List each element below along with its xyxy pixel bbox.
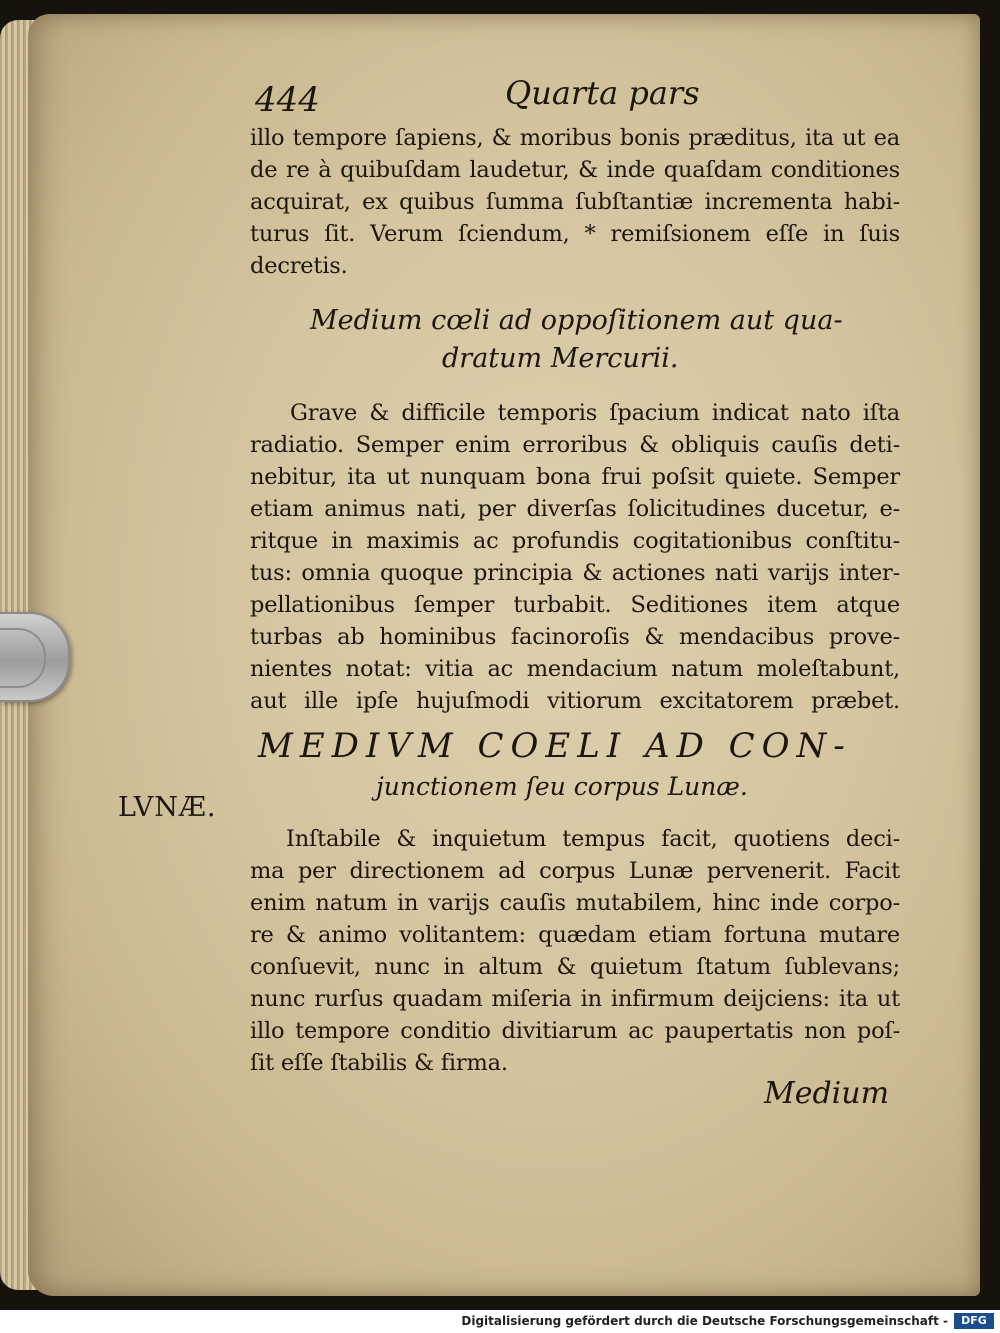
marginal-note: LVNÆ. xyxy=(118,792,217,823)
section-heading-mercury: Medium cœli ad oppoſitionem aut qua- xyxy=(310,305,843,336)
text-line: Grave & difficile temporis ſpacium indicat nato iſta xyxy=(290,400,900,426)
paper-clip-icon xyxy=(0,612,70,702)
section-heading-luna-cont: junctionem ſeu corpus Lunæ. xyxy=(376,772,748,801)
text-line: turus ſit. Verum ſciendum, * remiſsionem eſſe in ſuis xyxy=(250,221,900,247)
text-line: ma per directionem ad corpus Lunæ pervenerit. Facit xyxy=(250,858,900,884)
text-line: enim natum in varijs cauſis mutabilem, hinc inde corpo- xyxy=(250,890,900,916)
text-line: de re à quibuſdam laudetur, & inde quaſdam conditiones xyxy=(250,157,900,183)
text-line: illo tempore conditio divitiarum ac paupertatis non poſ- xyxy=(250,1018,900,1044)
text-line: tus: omnia quoque principia & actiones nati varijs inter- xyxy=(250,560,900,586)
dfg-logo-icon: DFG xyxy=(954,1313,994,1329)
text-line: re & animo volitantem: quædam etiam fortuna mutare xyxy=(250,922,900,948)
footer-bar xyxy=(0,1310,1000,1333)
text-line: radiatio. Semper enim erroribus & obliquis cauſis deti- xyxy=(250,432,900,458)
section-heading-luna: MEDIVM COELI AD CON- xyxy=(258,726,852,766)
text-line: acquirat, ex quibus ſumma ſubſtantiæ incrementa habi- xyxy=(250,189,900,215)
page-number: 444 xyxy=(255,80,320,120)
text-line: turbas ab hominibus facinoroſis & mendacibus prove- xyxy=(250,624,900,650)
running-head: Quarta pars xyxy=(505,74,700,112)
catchword: Medium xyxy=(764,1076,890,1111)
text-line: nientes notat: vitia ac mendacium natum moleſtabunt, xyxy=(250,656,900,682)
text-line: nebitur, ita ut nunquam bona frui poſsit quiete. Semper xyxy=(250,464,900,490)
text-line: conſuevit, nunc in altum & quietum ſtatum ſublevans; xyxy=(250,954,900,980)
text-line: nunc rurſus quadam miſeria in infirmum deijciens: ita ut xyxy=(250,986,900,1012)
text-line: decretis. xyxy=(250,253,348,279)
text-line: etiam animus nati, per diverſas ſolicitudines ducetur, e- xyxy=(250,496,900,522)
section-heading-mercury-cont: dratum Mercurii. xyxy=(442,343,679,374)
text-line: pellationibus ſemper turbabit. Seditiones item atque xyxy=(250,592,900,618)
text-line: aut ille ipſe hujuſmodi vitiorum excitatorem præbet. xyxy=(250,688,900,714)
funding-credit: Digitalisierung gefördert durch die Deutsche Forschungsgemeinschaft - xyxy=(461,1314,948,1328)
text-line: illo tempore ſapiens, & moribus bonis præditus, ita ut ea xyxy=(250,125,900,151)
text-line: ſit eſſe ſtabilis & firma. xyxy=(250,1050,508,1076)
text-line: Inſtabile & inquietum tempus facit, quotiens deci- xyxy=(286,826,900,852)
text-line: ritque in maximis ac profundis cogitationibus conſtitu- xyxy=(250,528,900,554)
